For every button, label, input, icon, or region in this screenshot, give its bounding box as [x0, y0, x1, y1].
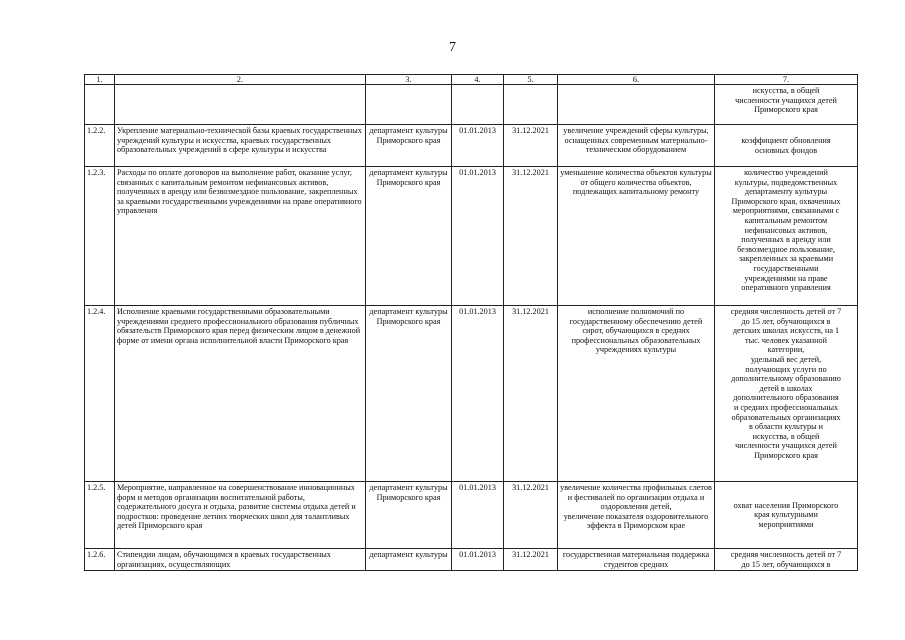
start-date: 01.01.2013 — [452, 549, 504, 571]
executor: департамент культуры Приморского края — [366, 125, 452, 167]
row-number: 1.2.6. — [85, 549, 115, 571]
activity-name: Стипендии лицам, обучающимся в краевых государственных организациях, осуществляющих — [115, 549, 366, 571]
header-cell: 4. — [452, 75, 504, 85]
activity-name: Исполнение краевыми государственными образовательными учреждениями среднего профессионального образования публичных обязательств Приморского края перед физическим лицом в денежной форме от имени органа исполнительной власти Приморского края — [115, 306, 366, 482]
indicator: количество учреждений культуры, подведомственных департаменту культуры Приморского края, охваченных мероприятиями, связанными с капитальным ремонтом нефинансовых активов, полученных в аренду или безвозмездное пользование, закрепленных за краевыми государственными учреждениями на праве оперативного управления — [715, 167, 858, 306]
start-date — [452, 85, 504, 125]
expected-result: исполнение полномочий по государственному обеспечению детей сирот, обучающихся в средних профессиональных образовательных учреждениях культуры — [558, 306, 715, 482]
expected-result: уменьшение количества объектов культуры от общего количества объектов, подлежащих капитальному ремонту — [558, 167, 715, 306]
table-row — [85, 549, 858, 571]
activity-name: Мероприятие, направленное на совершенствование инновационных форм и методов организации воспитательной работы, содержательного досуга и отдыха, развитие системы отдыха детей и подростков: проведение летних творческих школ для талантливых детей Приморского края — [115, 482, 366, 549]
row-number: 1.2.2. — [85, 125, 115, 167]
program-table — [84, 74, 858, 571]
row-number — [85, 85, 115, 125]
start-date: 01.01.2013 — [452, 306, 504, 482]
page-number: 7 — [449, 40, 456, 55]
indicator: средняя численность детей от 7 до 15 лет, обучающихся в — [715, 549, 858, 571]
start-date: 01.01.2013 — [452, 482, 504, 549]
end-date: 31.12.2021 — [504, 306, 558, 482]
activity-name — [115, 85, 366, 125]
table-row — [85, 482, 858, 549]
table-row — [85, 167, 858, 306]
executor: департамент культуры Приморского края — [366, 306, 452, 482]
header-cell: 1. — [85, 75, 115, 85]
header-row — [85, 75, 858, 85]
expected-result: увеличение учреждений сферы культуры, оснащенных современным материально-техническим оборудованием — [558, 125, 715, 167]
header-cell: 5. — [504, 75, 558, 85]
executor: департамент культуры — [366, 549, 452, 571]
executor: департамент культуры Приморского края — [366, 167, 452, 306]
end-date — [504, 85, 558, 125]
header-cell: 6. — [558, 75, 715, 85]
indicator: коэффициент обновления основных фондов — [715, 125, 858, 167]
row-number: 1.2.5. — [85, 482, 115, 549]
end-date: 31.12.2021 — [504, 125, 558, 167]
activity-name: Укрепление материально-технической базы краевых государственных учреждений культуры и искусства, краевых государственных образовательных учреждений в сфере культуры и искусства — [115, 125, 366, 167]
header-cell: 7. — [715, 75, 858, 85]
activity-name: Расходы по оплате договоров на выполнение работ, оказание услуг, связанных с капитальным ремонтом нефинансовых активов, полученных в аренду или безвозмездное пользование, закрепленных за краевыми государственными учреждениями на праве оперативного управления — [115, 167, 366, 306]
row-number: 1.2.3. — [85, 167, 115, 306]
indicator: искусства, в общей численности учащихся детей Приморского края — [715, 85, 858, 125]
executor — [366, 85, 452, 125]
header-cell: 3. — [366, 75, 452, 85]
indicator: средняя численность детей от 7 до 15 лет, обучающихся в детских школах искусств, на 1 тыс. человек указанной категории, удельный вес детей, получающих услуги по дополнительному образованию детей в школах дополнительного образования и средних профессиональных образовательных организациях в области культуры и искусства, в общей численности учащихся детей Приморского края — [715, 306, 858, 482]
end-date: 31.12.2021 — [504, 482, 558, 549]
executor: департамент культуры Приморского края — [366, 482, 452, 549]
start-date: 01.01.2013 — [452, 125, 504, 167]
end-date: 31.12.2021 — [504, 549, 558, 571]
table-row — [85, 125, 858, 167]
expected-result: увеличение количества профильных слетов и фестивалей по организации отдыха и оздоровления детей, увеличение показателя оздоровительного эффекта в Приморском крае — [558, 482, 715, 549]
table-row — [85, 306, 858, 482]
expected-result: государственная материальная поддержка студентов средних — [558, 549, 715, 571]
header-cell: 2. — [115, 75, 366, 85]
row-number: 1.2.4. — [85, 306, 115, 482]
indicator: охват населения Приморского края культурными мероприятиями — [715, 482, 858, 549]
start-date: 01.01.2013 — [452, 167, 504, 306]
table-row — [85, 85, 858, 125]
end-date: 31.12.2021 — [504, 167, 558, 306]
expected-result — [558, 85, 715, 125]
